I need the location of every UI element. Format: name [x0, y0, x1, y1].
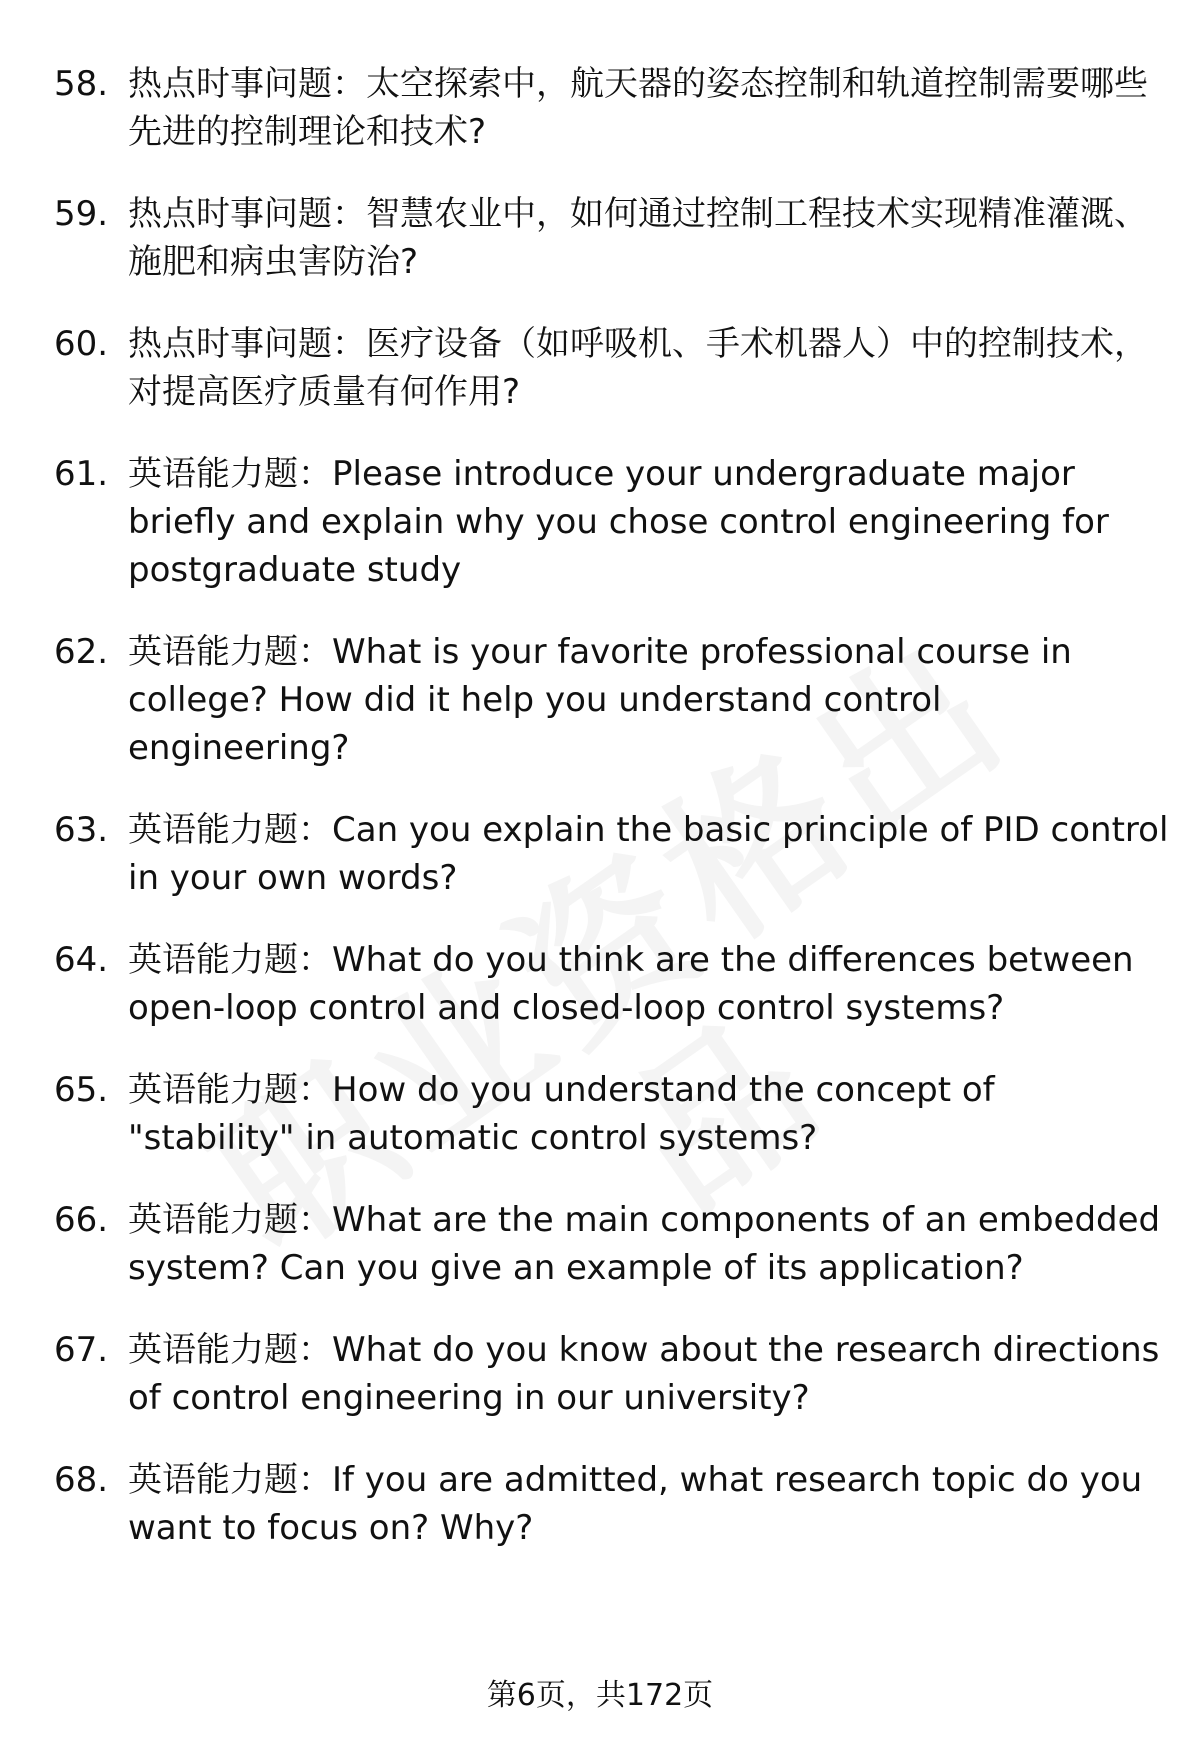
question-item-68: [54, 1456, 1169, 1552]
question-number: 64.: [54, 940, 109, 980]
question-text: 热点时事问题：智慧农业中，如何通过控制工程技术实现精准灌溉、施肥和病虫害防治?: [128, 194, 1148, 282]
question-text: 英语能力题：What do you think are the differences between open-loop control and closed-loop control systems?: [128, 940, 1134, 1028]
question-text: 英语能力题：How do you understand the concept of "stability" in automatic control systems?: [128, 1070, 995, 1158]
question-item-62: [54, 628, 1169, 772]
question-item-58: [54, 60, 1169, 156]
question-item-65: [54, 1066, 1169, 1162]
question-text: 英语能力题：If you are admitted, what research topic do you want to focus on? Why?: [128, 1460, 1143, 1548]
question-item-61: [54, 450, 1169, 594]
question-text: 英语能力题：What is your favorite professional course in college? How did it help you understand control engineering?: [128, 632, 1072, 768]
question-number: 59.: [54, 194, 109, 234]
question-number: 68.: [54, 1460, 109, 1500]
question-number: 66.: [54, 1200, 109, 1240]
question-text: 英语能力题：Please introduce your undergraduate major briefly and explain why you chose control engineering for postgraduate study: [128, 454, 1109, 590]
question-list: [54, 60, 1169, 1586]
question-number: 65.: [54, 1070, 109, 1110]
question-number: 67.: [54, 1330, 109, 1370]
question-text: 热点时事问题：太空探索中，航天器的姿态控制和轨道控制需要哪些先进的控制理论和技术?: [128, 64, 1148, 152]
question-number: 60.: [54, 324, 109, 364]
question-number: 58.: [54, 64, 109, 104]
question-item-60: [54, 320, 1169, 416]
question-number: 62.: [54, 632, 109, 672]
question-text: 英语能力题：Can you explain the basic principle of PID control in your own words?: [128, 810, 1169, 898]
question-text: 热点时事问题：医疗设备（如呼吸机、手术机器人）中的控制技术，对提高医疗质量有何作用?: [128, 324, 1148, 412]
question-item-64: [54, 936, 1169, 1032]
question-item-63: [54, 806, 1169, 902]
question-text: 英语能力题：What are the main components of an embedded system? Can you give an example of its application?: [128, 1200, 1161, 1288]
question-item-59: [54, 190, 1169, 286]
page-footer-label: 第6页，共172页: [486, 1678, 714, 1713]
question-number: 61.: [54, 454, 109, 494]
question-text: 英语能力题：What do you know about the research directions of control engineering in our university?: [128, 1330, 1160, 1418]
question-number: 63.: [54, 810, 109, 850]
question-item-67: [54, 1326, 1169, 1422]
question-item-66: [54, 1196, 1169, 1292]
